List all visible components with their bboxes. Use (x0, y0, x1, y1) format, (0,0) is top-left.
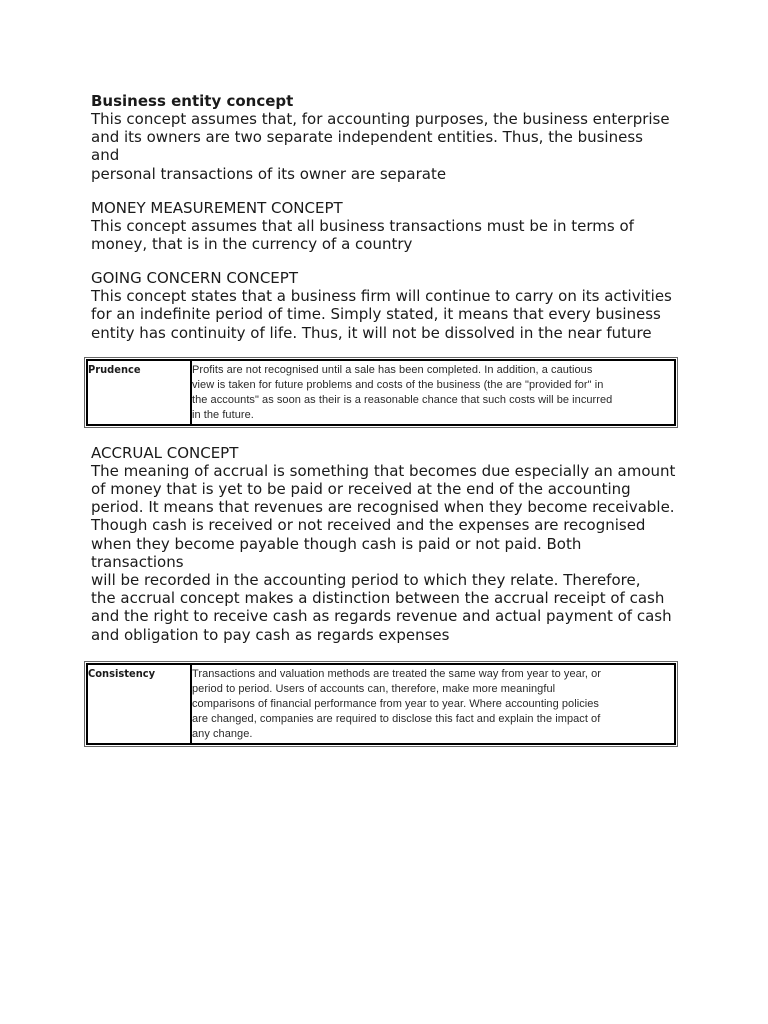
table-term-cell: Prudence (88, 361, 192, 424)
table-line: period to period. Users of accounts can, therefore, make more meaningful (192, 682, 556, 695)
consistency-table (86, 663, 676, 745)
paragraph-line: and its owners are two separate independent entities. Thus, the business (91, 128, 643, 147)
spacer (91, 342, 681, 359)
paragraph-line: money, that is in the currency of a country (91, 235, 413, 254)
paragraph-line: and the right to receive cash as regards revenue and actual payment of cash (91, 607, 672, 626)
table-line: Profits are not recognised until a sale has been completed. In addition, a cautious (192, 363, 593, 376)
table-line: any change. (192, 727, 253, 740)
table-line: the accounts" as soon as their is a reasonable chance that such costs will be incurred (192, 393, 613, 406)
spacer (91, 426, 681, 444)
paragraph-line: This concept assumes that, for accounting purposes, the business enterprise (91, 110, 670, 128)
paragraph-line: personal transactions of its owner are separate (91, 164, 447, 183)
table-line: in the future. (192, 408, 254, 421)
spacer (91, 183, 681, 199)
paragraph-line: Though cash is received or not received and the expenses are recognised (91, 516, 646, 535)
table-description-cell (192, 665, 674, 743)
section-heading: ACCRUAL CONCEPT (91, 443, 239, 462)
paragraph-line: and obligation to pay cash as regards expenses (91, 625, 450, 644)
paragraph-line: period. It means that revenues are recognised when they become receivable. (91, 498, 675, 517)
section-business-entity (91, 92, 681, 183)
section-heading: MONEY MEASUREMENT CONCEPT (91, 198, 343, 217)
section-heading: Business entity concept (91, 92, 294, 110)
section-going-concern (91, 269, 681, 342)
paragraph-line: for an indefinite period of time. Simply stated, it means that every business (91, 305, 661, 324)
prudence-table (86, 359, 676, 426)
section-heading: GOING CONCERN CONCEPT (91, 269, 298, 288)
table-term-cell: Consistency (88, 665, 192, 743)
paragraph-line: the accrual concept makes a distinction between the accrual receipt of cash (91, 589, 665, 608)
paragraph-line: This concept assumes that all business transactions must be in terms of (91, 216, 634, 235)
document-page (88, 92, 681, 745)
section-money-measurement (91, 199, 681, 253)
paragraph-line: transactions (91, 552, 184, 571)
paragraph-line: This concept states that a business firm will continue to carry on its activities (91, 287, 672, 306)
paragraph-line: of money that is yet to be paid or received at the end of the accounting (91, 480, 631, 499)
table-line: are changed, companies are required to disclose this fact and explain the impact of (192, 712, 601, 725)
paragraph-line: and (91, 146, 120, 165)
table-line: comparisons of financial performance from year to year. Where accounting policies (192, 697, 599, 710)
table-line: Transactions and valuation methods are treated the same way from year to year, or (192, 667, 602, 680)
table-description-cell (192, 361, 674, 424)
spacer (91, 644, 681, 663)
paragraph-line: entity has continuity of life. Thus, it will not be dissolved in the near future (91, 323, 652, 342)
table-line: view is taken for future problems and costs of the business (the are "provided for" in (192, 378, 604, 391)
spacer (91, 253, 681, 269)
paragraph-line: when they become payable though cash is paid or not paid. Both (91, 534, 582, 553)
paragraph-line: The meaning of accrual is something that becomes due especially an amount (91, 461, 676, 480)
section-accrual (91, 444, 681, 644)
paragraph-line: will be recorded in the accounting period to which they relate. Therefore, (91, 571, 641, 590)
